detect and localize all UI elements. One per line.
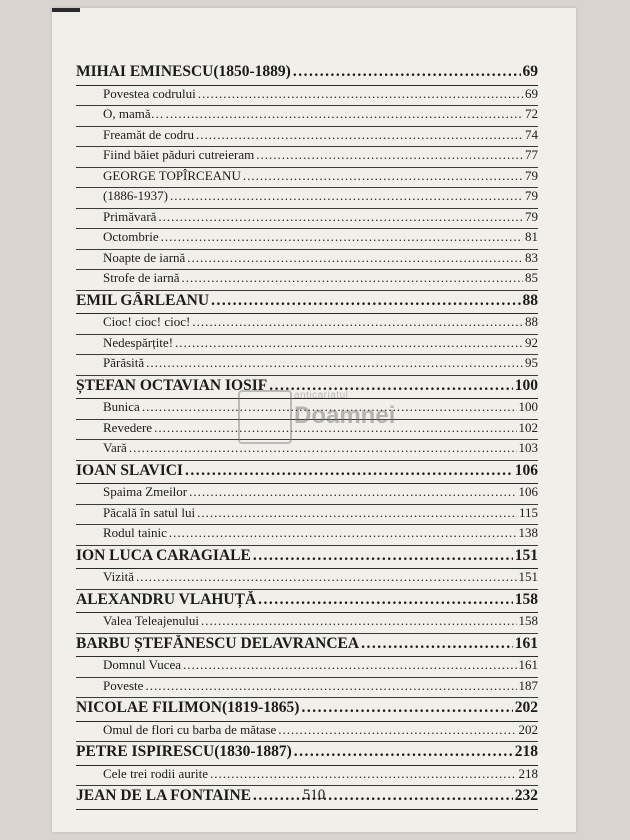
toc-entry-title: Strofe de iarnă bbox=[103, 270, 180, 285]
toc-page-number: 232 bbox=[514, 787, 538, 804]
toc-page-number: 158 bbox=[518, 613, 538, 628]
toc-entry-row bbox=[76, 106, 538, 127]
toc-leader-dots bbox=[161, 229, 523, 245]
toc-page-number: 102 bbox=[518, 419, 538, 435]
toc-page-number: 81 bbox=[525, 229, 538, 244]
toc-entry-title: Păcală în satul lui bbox=[103, 504, 196, 520]
toc-entry-title: Omul de flori cu barba de mătase bbox=[103, 721, 277, 737]
toc-leader-dots bbox=[196, 127, 523, 143]
toc-entry-title: Cele trei rodii aurite bbox=[103, 765, 209, 781]
toc-page-number: 106 bbox=[514, 461, 538, 479]
toc-page-number: 115 bbox=[518, 504, 538, 520]
toc-entry-row bbox=[76, 188, 538, 209]
toc-page-number: 69 bbox=[525, 85, 538, 101]
toc-entry-title: Povestea codrului bbox=[103, 85, 196, 101]
book-page bbox=[52, 8, 576, 832]
toc-entry-title: Primăvară bbox=[103, 208, 157, 224]
toc-author-title: ALEXANDRU VLAHUȚĂ bbox=[76, 590, 257, 608]
toc-author-title: EMIL GÂRLEANU bbox=[76, 291, 210, 309]
toc-leader-dots bbox=[182, 270, 523, 286]
toc-entry-row bbox=[76, 314, 538, 335]
toc-entry-row bbox=[76, 525, 538, 546]
toc-entry-title: GEORGE TOPÎRCEANU bbox=[103, 167, 241, 183]
toc-leader-dots bbox=[361, 635, 513, 653]
toc-entry-title: Octombrie bbox=[103, 229, 159, 244]
toc-page-number: 218 bbox=[518, 765, 538, 781]
toc-page-number: 79 bbox=[525, 167, 538, 183]
toc-leader-dots bbox=[183, 657, 516, 673]
watermark bbox=[238, 386, 398, 466]
toc-entry-row bbox=[76, 335, 538, 356]
toc-page-number: 77 bbox=[525, 147, 538, 162]
toc-leader-dots bbox=[192, 314, 523, 330]
toc-entry-title: Părăsită bbox=[103, 355, 145, 370]
toc-entry-row bbox=[76, 613, 538, 634]
toc-author-title: ION LUCA CARAGIALE bbox=[76, 546, 251, 564]
toc-leader-dots bbox=[258, 591, 513, 609]
toc-leader-dots bbox=[175, 335, 523, 351]
toc-page-number: 92 bbox=[525, 334, 538, 350]
watermark-small-text: anticariatul bbox=[294, 390, 349, 401]
toc-page-number: 79 bbox=[525, 188, 538, 203]
page-number: 510 bbox=[302, 787, 326, 803]
toc-page-number: 187 bbox=[518, 677, 538, 693]
toc-entry-title: Spaima Zmeilor bbox=[103, 484, 188, 499]
toc-page-number: 202 bbox=[514, 699, 538, 716]
toc-entry-title: Noapte de iarnă bbox=[103, 249, 186, 265]
toc-entry-title: Bunica bbox=[103, 399, 140, 414]
toc-entry-title: (1886-1937) bbox=[103, 188, 168, 203]
toc-leader-dots bbox=[187, 250, 523, 266]
toc-author-title: NICOLAE FILIMON(1819-1865) bbox=[76, 699, 300, 716]
toc-leader-dots bbox=[278, 722, 516, 738]
toc-entry-title: Vizită bbox=[103, 569, 134, 584]
toc-page-number: 218 bbox=[514, 743, 538, 760]
toc-entry-row bbox=[76, 569, 538, 590]
toc-leader-dots bbox=[293, 63, 521, 81]
toc-page-number: 69 bbox=[522, 63, 538, 80]
toc-page-number: 79 bbox=[525, 208, 538, 224]
toc-leader-dots bbox=[201, 613, 517, 629]
toc-page-number: 158 bbox=[514, 590, 538, 608]
toc-page-number: 95 bbox=[525, 355, 538, 370]
toc-leader-dots bbox=[136, 569, 517, 585]
toc-page-number: 74 bbox=[525, 126, 538, 142]
toc-page-number: 100 bbox=[518, 399, 538, 414]
toc-page-number: 202 bbox=[518, 721, 538, 737]
toc-page-number: 161 bbox=[518, 657, 538, 672]
toc-author-title: ȘTEFAN OCTAVIAN IOSIF bbox=[76, 376, 268, 394]
toc-page-number: 83 bbox=[525, 249, 538, 265]
toc-author-row bbox=[76, 63, 538, 86]
toc-leader-dots bbox=[170, 188, 523, 204]
toc-leader-dots bbox=[158, 209, 523, 225]
watermark-big-text: Doamnei bbox=[294, 402, 396, 429]
toc-entry-row bbox=[76, 484, 538, 505]
toc-entry-title: Nedespărțite! bbox=[103, 334, 174, 350]
toc-author-row bbox=[76, 547, 538, 570]
toc-entry-title: Fiind băiet păduri cutreieram bbox=[103, 147, 255, 162]
toc-leader-dots bbox=[253, 547, 513, 565]
toc-entry-title: Revedere bbox=[103, 419, 153, 435]
toc-page-number: 72 bbox=[525, 106, 538, 121]
toc-entry-row bbox=[76, 147, 538, 168]
toc-leader-dots bbox=[198, 86, 523, 102]
toc-entry-row bbox=[76, 86, 538, 107]
toc-leader-dots bbox=[301, 699, 512, 717]
toc-entry-title: Cioc! cioc! cioc! bbox=[103, 314, 191, 329]
toc-author-row bbox=[76, 635, 538, 658]
toc-leader-dots bbox=[211, 292, 520, 310]
toc-leader-dots bbox=[210, 766, 516, 782]
toc-author-row bbox=[76, 699, 538, 722]
toc-entry-row bbox=[76, 678, 538, 699]
toc-author-row bbox=[76, 743, 538, 766]
toc-page-number: 88 bbox=[522, 291, 538, 309]
toc-entry-row bbox=[76, 209, 538, 230]
toc-entry-row bbox=[76, 657, 538, 678]
toc-author-title: JEAN DE LA FONTAINE bbox=[76, 787, 251, 804]
toc-author-row bbox=[76, 292, 538, 315]
page-corner-mark bbox=[52, 8, 80, 12]
toc-entry-title: Valea Teleajenului bbox=[103, 613, 199, 628]
toc-leader-dots bbox=[169, 525, 517, 541]
toc-page-number: 103 bbox=[518, 440, 538, 455]
toc-entry-title: Domnul Vucea bbox=[103, 657, 182, 672]
toc-entry-row bbox=[76, 722, 538, 743]
toc-author-title: BARBU ȘTEFĂNESCU DELAVRANCEA bbox=[76, 634, 360, 652]
toc-leader-dots bbox=[145, 678, 516, 694]
toc-entry-row bbox=[76, 766, 538, 787]
toc-page-number: 85 bbox=[525, 270, 538, 285]
toc-author-title: PETRE ISPIRESCU(1830-1887) bbox=[76, 743, 292, 760]
toc-author-title: MIHAI EMINESCU(1850-1889) bbox=[76, 63, 291, 80]
toc-page-number: 151 bbox=[514, 546, 538, 564]
toc-entry-row bbox=[76, 229, 538, 250]
toc-page-number: 138 bbox=[518, 525, 538, 540]
toc-page-number: 161 bbox=[514, 634, 538, 652]
toc-page-number: 100 bbox=[514, 376, 538, 394]
toc-leader-dots bbox=[166, 106, 523, 122]
toc-entry-row bbox=[76, 270, 538, 291]
toc-page-number: 106 bbox=[518, 484, 538, 499]
toc-page-number: 88 bbox=[525, 314, 538, 329]
toc-entry-row bbox=[76, 168, 538, 189]
toc-entry-title: Vară bbox=[103, 440, 127, 455]
toc-leader-dots bbox=[189, 484, 516, 500]
toc-entry-title: Poveste bbox=[103, 677, 144, 693]
toc-author-title: IOAN SLAVICI bbox=[76, 461, 183, 479]
toc-leader-dots bbox=[197, 505, 517, 521]
toc-entry-title: Freamăt de codru bbox=[103, 126, 194, 142]
toc-entry-row bbox=[76, 505, 538, 526]
toc-entry-row bbox=[76, 355, 538, 376]
toc-leader-dots bbox=[146, 355, 523, 371]
toc-entry-title: Rodul tainic bbox=[103, 525, 167, 540]
toc-entry-row bbox=[76, 127, 538, 148]
toc-leader-dots bbox=[256, 147, 523, 163]
toc-leader-dots bbox=[243, 168, 523, 184]
toc-author-row bbox=[76, 591, 538, 614]
toc-leader-dots bbox=[294, 743, 513, 761]
toc-entry-row bbox=[76, 250, 538, 271]
toc-page-number: 151 bbox=[518, 569, 538, 584]
watermark-logo-icon bbox=[238, 390, 292, 444]
toc-entry-title: O, mamă… bbox=[103, 106, 164, 121]
